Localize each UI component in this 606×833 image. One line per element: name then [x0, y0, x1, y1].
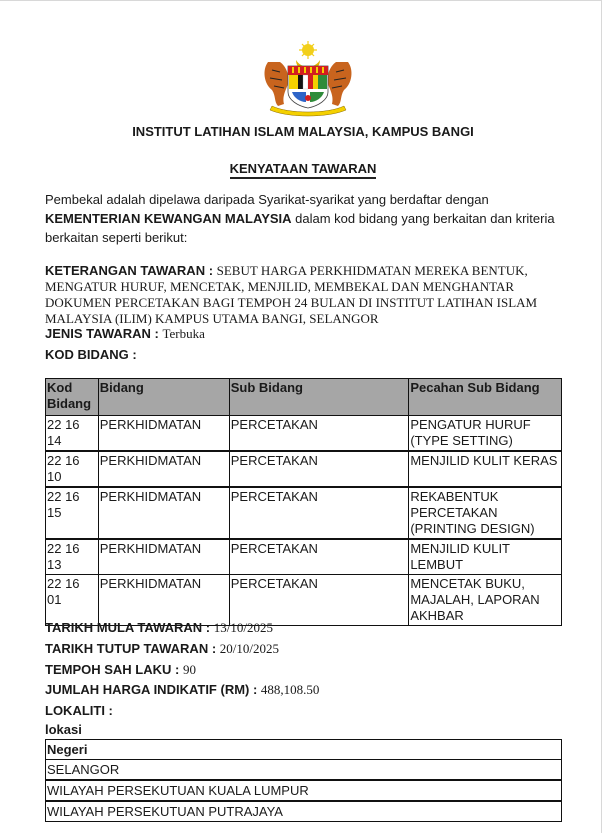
cell-pecahan: REKABENTUK PERCETAKAN (PRINTING DESIGN) [409, 487, 562, 539]
table-row [46, 539, 562, 575]
cell-sub-bidang: PERCETAKAN [229, 575, 409, 626]
closing-date-label: TARIKH TUTUP TAWARAN : [45, 641, 220, 656]
validity-period-label: TEMPOH SAH LAKU : [45, 662, 183, 677]
offer-description-value: SEBUT HARGA PERKHIDMATAN MEREKA BENTUK, MENGATUR HURUF, MENCETAK, MENJILID, MEMBEKAL DAN MENGHANTAR DOKUMEN PERCETAKAN BAGI TEMPOH 24 BULAN DI INSTITUT LATIHAN ISLAM MALAYSIA (ILIM) KAMPUS UTAMA BANGI, SELANGOR [45, 263, 538, 326]
location-table-header [46, 740, 562, 760]
offer-description [45, 263, 565, 327]
locality-heading [45, 703, 113, 718]
table-row [46, 487, 562, 539]
cell-negeri: SELANGOR [46, 760, 562, 781]
cell-sub-bidang: PERCETAKAN [229, 487, 409, 539]
table-row [46, 760, 562, 781]
field-code-heading [45, 347, 137, 362]
offer-type-label: JENIS TAWARAN : [45, 326, 163, 341]
cell-bidang: PERKHIDMATAN [98, 416, 229, 452]
offer-description-label: KETERANGAN TAWARAN : [45, 263, 217, 278]
field-code-table-header [46, 379, 562, 416]
cell-bidang: PERKHIDMATAN [98, 575, 229, 626]
cell-negeri: WILAYAH PERSEKUTUAN KUALA LUMPUR [46, 780, 562, 801]
indicative-price-value: 488,108.50 [260, 682, 320, 697]
offer-type [45, 326, 205, 342]
table-row [46, 451, 562, 487]
table-row [46, 575, 562, 626]
intro-ministry: KEMENTERIAN KEWANGAN MALAYSIA [45, 211, 292, 226]
cell-pecahan: MENJILID KULIT LEMBUT [409, 539, 562, 575]
document-title-text: KENYATAAN TAWARAN [230, 161, 377, 179]
field-code-label: KOD BIDANG : [45, 347, 137, 362]
location-table [45, 739, 562, 822]
page-border-top [0, 0, 602, 1]
intro-paragraph [45, 190, 565, 247]
indicative-price [45, 682, 319, 698]
cell-kod: 22 16 15 [46, 487, 99, 539]
col-header-bidang: Bidang [98, 379, 229, 416]
start-date [45, 620, 273, 636]
cell-bidang: PERKHIDMATAN [98, 539, 229, 575]
col-header-pecahan-sub-bidang: Pecahan Sub Bidang [409, 379, 562, 416]
cell-sub-bidang: PERCETAKAN [229, 539, 409, 575]
start-date-label: TARIKH MULA TAWARAN : [45, 620, 214, 635]
validity-period [45, 662, 196, 678]
col-header-sub-bidang: Sub Bidang [229, 379, 409, 416]
indicative-price-label: JUMLAH HARGA INDIKATIF (RM) : [45, 682, 261, 697]
col-header-negeri: Negeri [46, 740, 562, 760]
cell-kod: 22 16 14 [46, 416, 99, 452]
cell-kod: 22 16 01 [46, 575, 99, 626]
intro-text-1: Pembekal adalah dipelawa daripada Syarikat-syarikat yang berdaftar dengan [45, 192, 489, 207]
table-row [46, 416, 562, 452]
intro-text-2: dalam kod bidang yang berkaitan dan kriteria berkaitan seperti berikut: [45, 211, 555, 245]
table-row [46, 780, 562, 801]
locality-label: LOKALITI : [45, 703, 113, 718]
malaysia-coat-of-arms-icon [258, 40, 358, 118]
cell-kod: 22 16 10 [46, 451, 99, 487]
start-date-value: 13/10/2025 [213, 620, 273, 635]
cell-kod: 22 16 13 [46, 539, 99, 575]
cell-sub-bidang: PERCETAKAN [229, 451, 409, 487]
cell-bidang: PERKHIDMATAN [98, 451, 229, 487]
validity-period-value: 90 [182, 662, 196, 677]
location-label: lokasi [45, 722, 82, 737]
closing-date [45, 641, 279, 657]
field-code-table [45, 378, 562, 626]
col-header-kod-bidang: Kod Bidang [46, 379, 99, 416]
cell-negeri: WILAYAH PERSEKUTUAN PUTRAJAYA [46, 801, 562, 822]
document-title [0, 161, 606, 176]
cell-pecahan: MENCETAK BUKU, MAJALAH, LAPORAN AKHBAR [409, 575, 562, 626]
institution-name: INSTITUT LATIHAN ISLAM MALAYSIA, KAMPUS BANGI [132, 124, 474, 139]
cell-bidang: PERKHIDMATAN [98, 487, 229, 539]
cell-sub-bidang: PERCETAKAN [229, 416, 409, 452]
cell-pecahan: MENJILID KULIT KERAS [409, 451, 562, 487]
offer-type-value: Terbuka [162, 326, 205, 341]
table-row [46, 801, 562, 822]
closing-date-value: 20/10/2025 [219, 641, 279, 656]
cell-pecahan: PENGATUR HURUF (TYPE SETTING) [409, 416, 562, 452]
